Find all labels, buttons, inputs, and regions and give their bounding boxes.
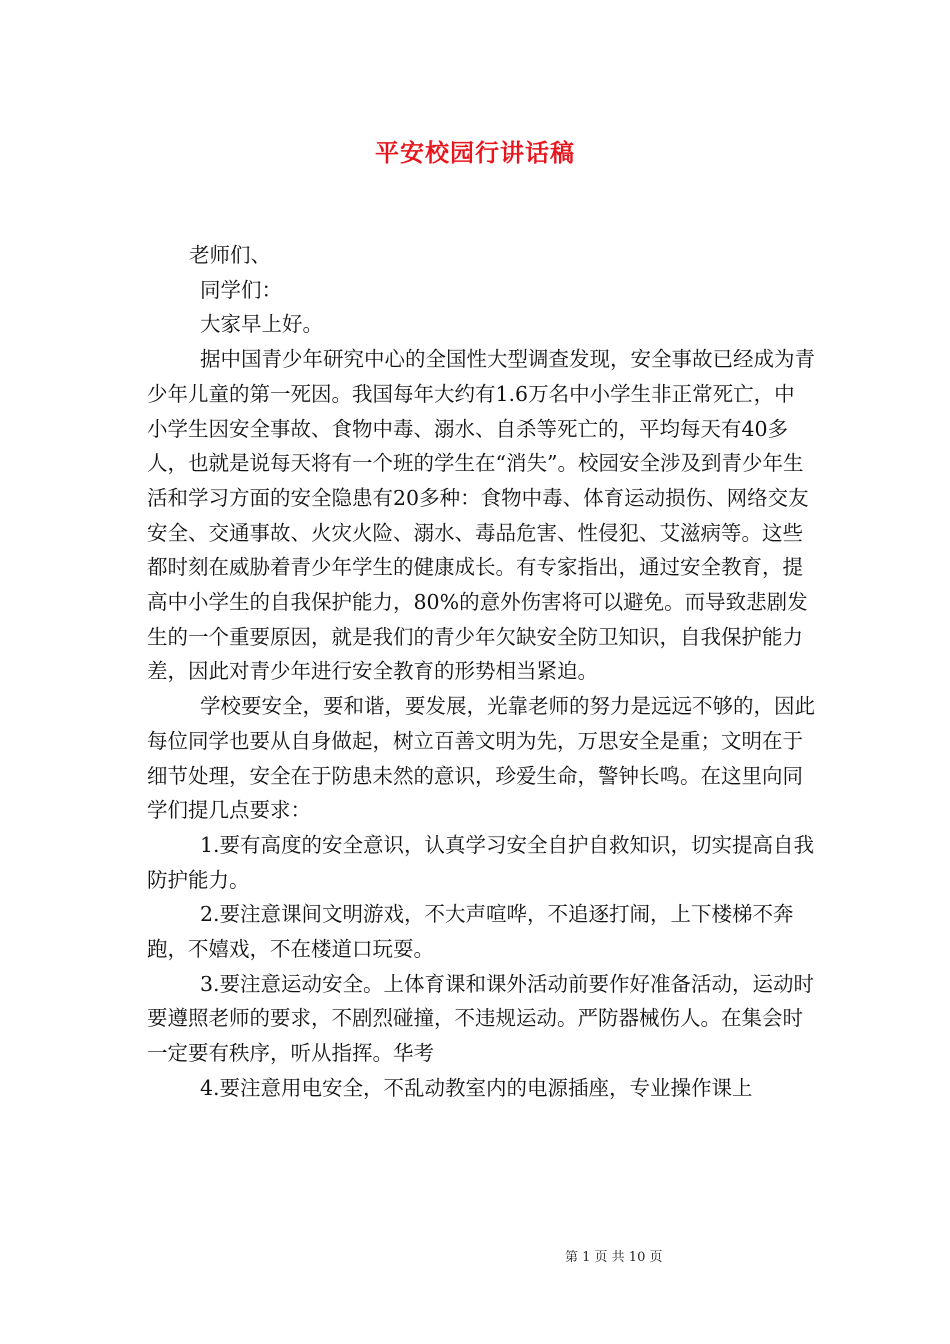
document-body [147,238,815,1106]
document-title: 平安校园行讲话稿 [375,139,575,167]
page-number-footer: 第 1 页 共 10 页 [565,1250,663,1265]
paragraph: 学校要安全，要和谐，要发展，光靠老师的努力是远远不够的，因此每位同学也要从自身做起，树立百善文明为先，万思安全是重；文明在于细节处理，安全在于防患未然的意识，珍爱生命，警钟长鸣。在这里向同学们提几点要求： [147,694,815,823]
greeting-teachers: 老师们、 [189,243,271,267]
paragraph: 据中国青少年研究中心的全国性大型调查发现，安全事故已经成为青少年儿童的第一死因。我国每年大约有1.6万名中小学生非正常死亡，中小学生因安全事故、食物中毒、溺水、自杀等死亡的，平均每天有40多人，也就是说每天将有一个班的学生在“消失”。校园安全涉及到青少年生活和学习方面的安全隐患有20多种：食物中毒、体育运动损伤、网络交友安全、交通事故、火灾火险、溺水、毒品危害、性侵犯、艾滋病等。这些都时刻在威胁着青少年学生的健康成长。有专家指出，通过安全教育，提高中小学生的自我保护能力，80%的意外伤害将可以避免。而导致悲剧发生的一个重要原因，就是我们的青少年欠缺安全防卫知识，自我保护能力差，因此对青少年进行安全教育的形势相当紧迫。 [147,347,815,684]
list-item: 3.要注意运动安全。上体育课和课外活动前要作好准备活动，运动时要遵照老师的要求，不剧烈碰撞，不违规运动。严防器械伤人。在集会时一定要有秩序，听从指挥。华考 [147,971,815,1066]
greeting-students: 同学们： [200,277,282,302]
list-item: 4.要注意用电安全，不乱动教室内的电源插座，专业操作课上 [200,1075,753,1100]
list-item: 2.要注意课间文明游戏，不大声喧哗，不追逐打闹，上下楼梯不奔跑，不嬉戏，不在楼道口玩耍。 [147,902,794,962]
list-item: 1.要有高度的安全意识，认真学习安全自护自救知识，切实提高自我防护能力。 [147,832,815,892]
greeting-morning: 大家早上好。 [200,312,323,337]
